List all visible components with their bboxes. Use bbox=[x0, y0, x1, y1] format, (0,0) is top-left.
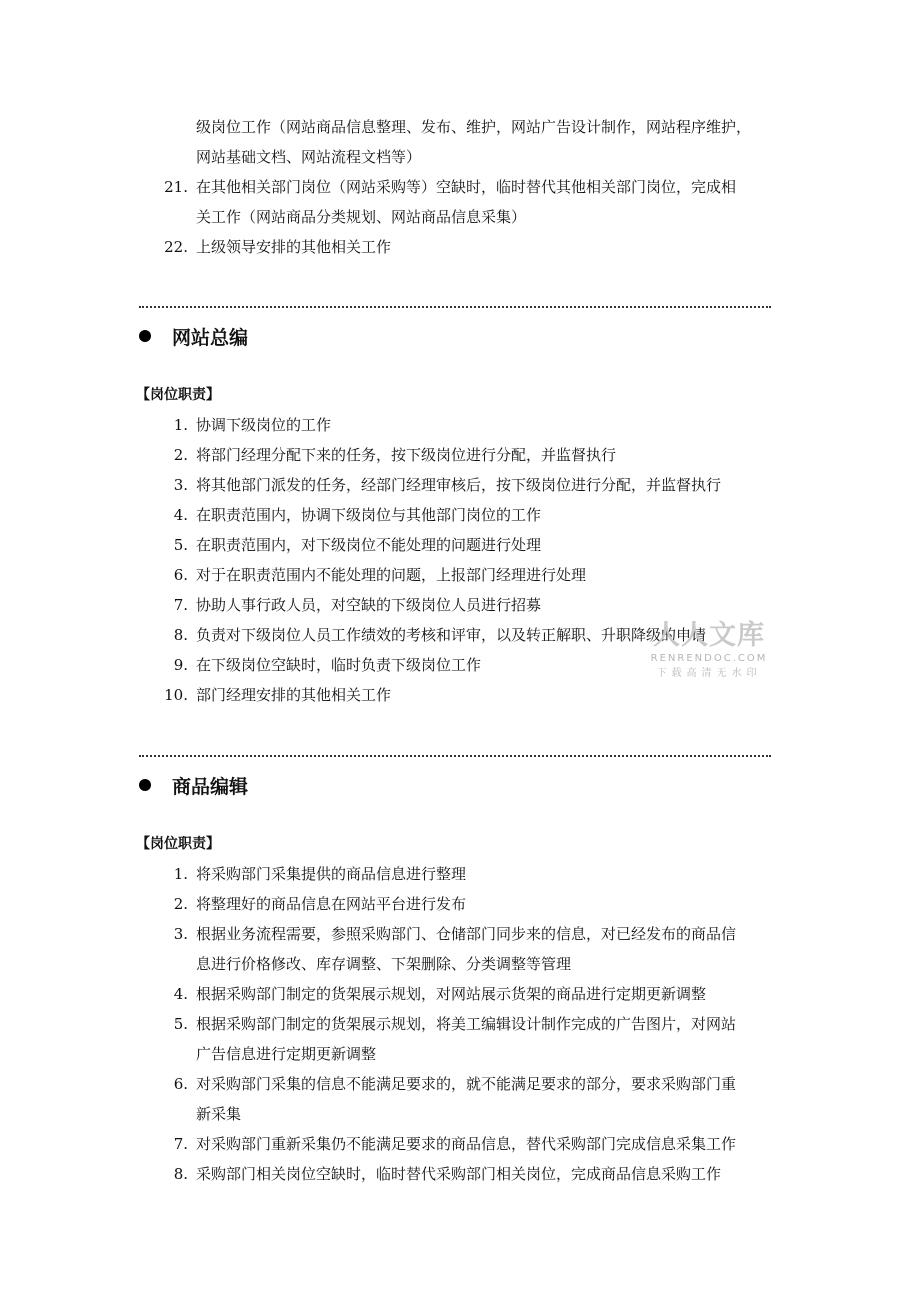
item-number: 3. bbox=[173, 925, 188, 943]
item-number: 7. bbox=[173, 596, 188, 614]
watermark-tagline-text: 下载高清无水印 bbox=[656, 668, 762, 679]
item-text-line: 在职责范围内，协调下级岗位与其他部门岗位的工作 bbox=[196, 506, 542, 524]
item-number: 22. bbox=[164, 238, 188, 256]
item-number: 4. bbox=[173, 506, 188, 524]
dotted-separator bbox=[139, 306, 771, 308]
item-text-line: 在职责范围内，对下级岗位不能处理的问题进行处理 bbox=[196, 536, 542, 554]
item-text-line: 新采集 bbox=[196, 1105, 242, 1123]
item-text-line: 根据采购部门制定的货架展示规划，对网站展示货架的商品进行定期更新调整 bbox=[196, 985, 707, 1003]
duty-list-chief-editor bbox=[0, 410, 920, 710]
duty-list-product-editor bbox=[0, 859, 920, 1189]
item-text-line: 对于在职责范围内不能处理的问题，上报部门经理进行处理 bbox=[196, 566, 587, 584]
item-number: 3. bbox=[173, 476, 188, 494]
watermark-domain-text: RENRENDOC.COM bbox=[650, 653, 768, 664]
item-text-line: 协助人事行政人员，对空缺的下级岗位人员进行招募 bbox=[196, 596, 542, 614]
item-text-line: 根据业务流程需要，参照采购部门、仓储部门同步来的信息，对已经发布的商品信 bbox=[196, 925, 737, 943]
section-title-chief-editor bbox=[139, 321, 248, 351]
item-text-line: 负责对下级岗位人员工作绩效的考核和评审，以及转正解职、升职降级的申请 bbox=[196, 626, 707, 644]
list-item bbox=[0, 440, 786, 470]
list-item bbox=[0, 470, 786, 500]
section-title-product-editor bbox=[139, 770, 248, 800]
item-text-line: 关工作（网站商品分类规划、网站商品信息采集） bbox=[196, 208, 527, 226]
item-number: 21. bbox=[164, 178, 188, 196]
item-number: 8. bbox=[173, 1165, 188, 1183]
item-text-line: 在其他相关部门岗位（网站采购等）空缺时，临时替代其他相关部门岗位，完成相 bbox=[196, 178, 737, 196]
item-text-line: 根据采购部门制定的货架展示规划，将美工编辑设计制作完成的广告图片，对网站 bbox=[196, 1015, 737, 1033]
top-list bbox=[0, 172, 920, 262]
item-number: 4. bbox=[173, 985, 188, 1003]
sub-heading: 【岗位职责】 bbox=[136, 387, 220, 403]
item-number: 7. bbox=[173, 1135, 188, 1153]
item-text-line: 息进行价格修改、库存调整、下架删除、分类调整等管理 bbox=[196, 955, 572, 973]
list-item bbox=[0, 1129, 786, 1159]
item-text-line: 将采购部门采集提供的商品信息进行整理 bbox=[196, 865, 467, 883]
list-item bbox=[0, 979, 786, 1009]
list-item bbox=[0, 919, 786, 979]
item-number: 5. bbox=[173, 1015, 188, 1033]
item-text-line: 上级领导安排的其他相关工作 bbox=[196, 238, 392, 256]
list-item bbox=[0, 680, 786, 710]
item-text-line: 将部门经理分配下来的任务，按下级岗位进行分配，并监督执行 bbox=[196, 446, 617, 464]
list-item bbox=[0, 889, 786, 919]
sub-heading: 【岗位职责】 bbox=[136, 836, 220, 852]
item-number: 8. bbox=[173, 626, 188, 644]
section-title-text: 商品编辑 bbox=[172, 775, 249, 798]
item-number: 6. bbox=[173, 566, 188, 584]
list-item bbox=[0, 530, 786, 560]
list-item bbox=[0, 232, 786, 262]
watermark-main-text: 人人文库 bbox=[653, 620, 765, 651]
item-text-line: 在下级岗位空缺时，临时负责下级岗位工作 bbox=[196, 656, 482, 674]
item-number: 1. bbox=[173, 416, 188, 434]
list-item bbox=[0, 560, 786, 590]
list-item bbox=[0, 500, 786, 530]
bullet-icon bbox=[139, 330, 151, 342]
item-text-line: 对采购部门重新采集仍不能满足要求的商品信息，替代采购部门完成信息采集工作 bbox=[196, 1135, 737, 1153]
item-text-line: 广告信息进行定期更新调整 bbox=[196, 1045, 377, 1063]
list-item bbox=[0, 590, 786, 620]
section-title-text: 网站总编 bbox=[172, 326, 249, 349]
item-text-line: 对采购部门采集的信息不能满足要求的，就不能满足要求的部分，要求采购部门重 bbox=[196, 1075, 737, 1093]
item-text-line: 部门经理安排的其他相关工作 bbox=[196, 686, 392, 704]
item-number: 10. bbox=[164, 686, 188, 704]
watermark-logo bbox=[644, 620, 774, 682]
item-text-line: 将其他部门派发的任务，经部门经理审核后，按下级岗位进行分配，并监督执行 bbox=[196, 476, 722, 494]
item-text-line: 将整理好的商品信息在网站平台进行发布 bbox=[196, 895, 467, 913]
item-number: 9. bbox=[173, 656, 188, 674]
list-item bbox=[0, 1009, 786, 1069]
item-number: 5. bbox=[173, 536, 188, 554]
continuation-line-1: 级岗位工作（网站商品信息整理、发布、维护，网站广告设计制作，网站程序维护， bbox=[196, 118, 752, 136]
list-item bbox=[0, 1069, 786, 1129]
list-item bbox=[0, 410, 786, 440]
list-item bbox=[0, 1159, 786, 1189]
continuation-line-2: 网站基础文档、网站流程文档等） bbox=[196, 148, 422, 166]
item-text-line: 采购部门相关岗位空缺时，临时替代采购部门相关岗位，完成商品信息采购工作 bbox=[196, 1165, 722, 1183]
item-number: 1. bbox=[173, 865, 188, 883]
item-number: 2. bbox=[173, 895, 188, 913]
list-item bbox=[0, 172, 786, 232]
item-text-line: 协调下级岗位的工作 bbox=[196, 416, 332, 434]
item-number: 6. bbox=[173, 1075, 188, 1093]
list-item bbox=[0, 859, 786, 889]
item-number: 2. bbox=[173, 446, 188, 464]
bullet-icon bbox=[139, 779, 151, 791]
dotted-separator bbox=[139, 755, 771, 757]
